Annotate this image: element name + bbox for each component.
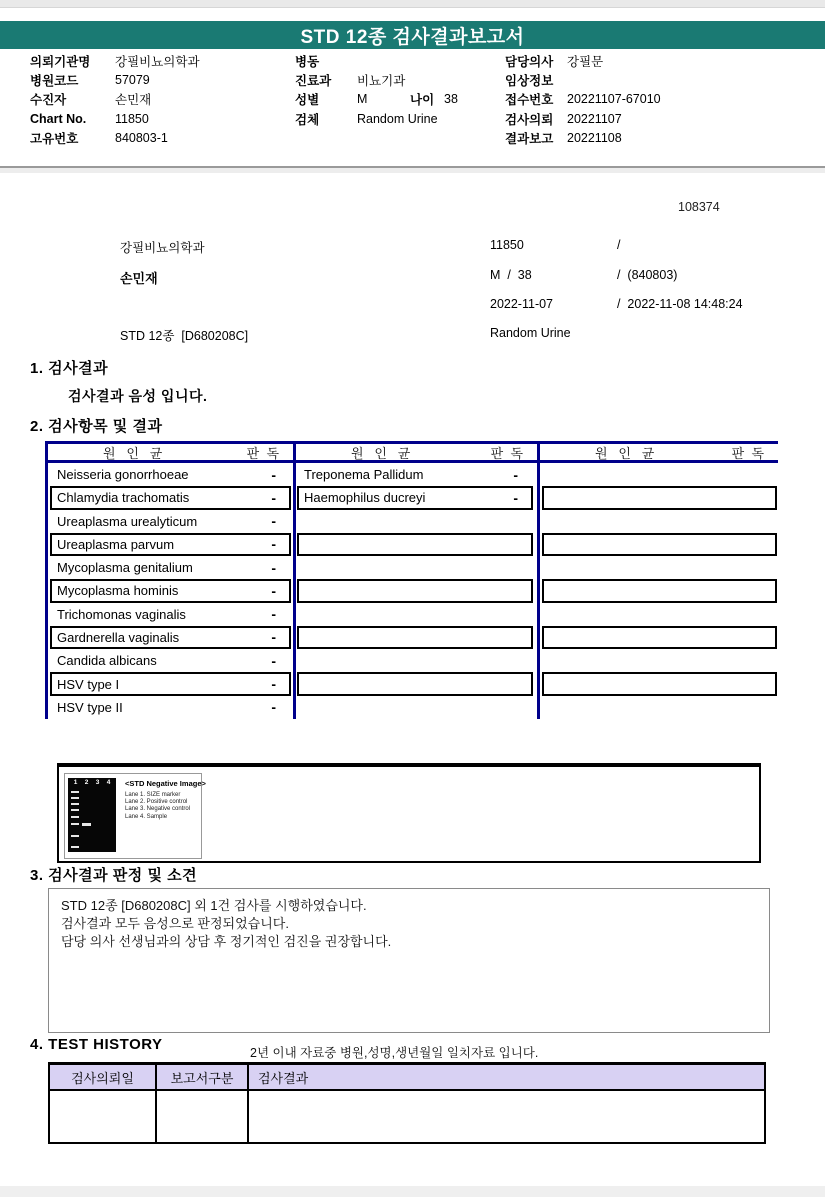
info-label: 고유번호	[30, 131, 79, 146]
organism-row	[542, 649, 777, 672]
organism-row	[542, 533, 777, 556]
organism-row	[297, 649, 533, 672]
info-row	[295, 51, 507, 70]
info-label: 성별	[295, 93, 320, 108]
info-label: 진료과	[295, 73, 332, 88]
info-label: Chart No.	[30, 111, 87, 126]
reading-result: -	[271, 513, 276, 530]
info-row	[30, 51, 295, 70]
patient-name: 손민재	[120, 271, 158, 286]
section4-heading: 4. TEST HISTORY	[30, 1036, 163, 1053]
info-column-left	[30, 51, 295, 147]
history-note: 2년 이내 자료중 병원,성명,생년월일 일치자료 입니다.	[250, 1046, 539, 1060]
info-row	[505, 51, 823, 70]
table-divider	[293, 441, 296, 719]
organism-row	[297, 556, 533, 579]
organism-column-1	[50, 463, 291, 719]
history-body-row	[50, 1091, 764, 1142]
reading-result: -	[271, 606, 276, 623]
organism-name: HSV type I	[57, 676, 120, 692]
request-date: 2022-11-07	[490, 297, 554, 311]
comment-box	[48, 888, 770, 1033]
info-row	[505, 109, 823, 128]
std-header-cell	[537, 444, 778, 460]
report-datetime: / 2022-11-08 14:48:24	[617, 297, 743, 311]
table-divider	[45, 441, 48, 719]
gel-lane-number: 1	[73, 779, 78, 786]
info-value: 강필비뇨의학과	[115, 54, 200, 69]
std-header-cell	[293, 444, 537, 460]
info-value: 20221107-67010	[567, 92, 661, 107]
info-label: 의뢰기관명	[30, 54, 91, 69]
organism-name: Haemophilus ducreyi	[304, 490, 426, 506]
info-value: 강필문	[567, 54, 604, 69]
comment-line: 담당 의사 선생님과의 상담 후 정기적인 검진을 권장합니다.	[61, 934, 392, 949]
reading-result: -	[271, 489, 276, 506]
organism-row	[542, 510, 777, 533]
info-row	[295, 90, 507, 109]
section1-heading: 1. 검사결과	[30, 360, 109, 377]
organism-row	[297, 579, 533, 602]
organism-column-header: 원 인 균	[351, 445, 411, 461]
organism-row	[50, 579, 291, 602]
organism-name: Chlamydia trachomatis	[57, 490, 190, 506]
info-row	[30, 90, 295, 109]
organism-column-header: 원 인 균	[103, 445, 163, 461]
organism-column-3	[542, 463, 777, 719]
info-row	[30, 128, 295, 147]
reading-result: -	[271, 536, 276, 553]
info-label: 병동	[295, 54, 320, 69]
organism-name: Treponema Pallidum	[304, 467, 424, 483]
info-sublabel: 나이	[410, 93, 435, 108]
organism-row	[50, 533, 291, 556]
page-title: STD 12종 검사결과보고서	[300, 26, 525, 48]
organism-row	[50, 603, 291, 626]
history-header-request-date: 검사의뢰일	[50, 1065, 157, 1089]
gel-legend-title: <STD Negative Image>	[125, 779, 206, 788]
gel-legend-line: Lane 4. Sample	[125, 813, 168, 820]
history-cell-report-type	[157, 1091, 249, 1142]
organism-row	[50, 510, 291, 533]
organism-row	[297, 486, 533, 509]
table-divider	[537, 441, 540, 719]
info-label: 검사의뢰	[505, 112, 554, 127]
info-row	[295, 70, 507, 89]
gel-band	[71, 835, 79, 837]
organism-row	[542, 463, 777, 486]
organism-row	[50, 672, 291, 695]
info-row	[505, 90, 823, 109]
organism-name: Mycoplasma hominis	[57, 583, 179, 599]
gel-legend	[125, 779, 206, 821]
reading-result: -	[271, 699, 276, 716]
info-row	[30, 109, 295, 128]
specimen-type: Random Urine	[490, 326, 571, 340]
comment-line: STD 12종 [D680208C] 외 1건 검사를 시행하였습니다.	[61, 898, 367, 913]
info-label: 병원코드	[30, 73, 79, 88]
info-value: 20221108	[567, 130, 622, 145]
organism-row	[297, 696, 533, 719]
report-title-bar	[0, 21, 825, 49]
top-gray-bar	[0, 0, 825, 8]
history-header-report-type: 보고서구분	[157, 1065, 249, 1089]
organism-row	[297, 463, 533, 486]
info-value: M	[357, 92, 368, 107]
reading-column-header: 판 독	[731, 445, 764, 461]
test-history-table	[48, 1062, 766, 1144]
organism-name: Neisseria gonorrhoeae	[57, 467, 189, 483]
std-table-header	[45, 441, 778, 463]
info-row	[295, 109, 507, 128]
gel-legend-line: Lane 2. Positive control	[125, 799, 188, 806]
gel-legend-line: Lane 3. Negative control	[125, 806, 191, 813]
organism-name: Trichomonas vaginalis	[57, 606, 186, 622]
gel-band	[82, 823, 91, 826]
organism-name: Ureaplasma urealyticum	[57, 513, 198, 529]
patient-slash: /	[617, 238, 621, 252]
gel-band	[71, 846, 79, 848]
organism-name: Ureaplasma parvum	[57, 536, 175, 552]
info-value: 비뇨기과	[357, 73, 406, 88]
info-label: 결과보고	[505, 131, 554, 146]
organism-row	[50, 696, 291, 719]
info-label: 수진자	[30, 93, 67, 108]
organism-column-header: 원 인 균	[595, 445, 655, 461]
organism-row	[542, 603, 777, 626]
reading-column-header: 판 독	[246, 445, 279, 461]
history-header-row	[50, 1065, 764, 1091]
organism-row	[542, 626, 777, 649]
gel-legend-line: Lane 1. SIZE marker	[125, 792, 181, 798]
info-value: Random Urine	[357, 111, 438, 126]
organism-row	[542, 556, 777, 579]
reading-result: -	[271, 676, 276, 693]
info-value: 20221107	[567, 111, 622, 126]
organism-row	[50, 556, 291, 579]
document-number: 108374	[678, 200, 720, 214]
organism-row	[50, 463, 291, 486]
gel-lane-number: 3	[95, 779, 100, 786]
organism-row	[297, 510, 533, 533]
gel-band	[71, 823, 79, 825]
reading-result: -	[271, 466, 276, 483]
reading-result: -	[271, 582, 276, 599]
organism-row	[297, 626, 533, 649]
header-divider-band	[0, 168, 825, 173]
info-value: 840803-1	[115, 130, 168, 145]
history-header-result: 검사결과	[258, 1070, 309, 1086]
section2-heading: 2. 검사항목 및 결과	[30, 418, 163, 435]
gel-band	[71, 809, 79, 811]
gel-band	[71, 791, 79, 793]
gel-lane-number: 2	[84, 779, 89, 786]
patient-birth: / (840803)	[617, 268, 678, 282]
info-row	[30, 70, 295, 89]
info-label: 담당의사	[505, 54, 554, 69]
organism-row	[542, 696, 777, 719]
test-name: STD 12종 [D680208C]	[120, 329, 249, 343]
organism-row	[297, 533, 533, 556]
organism-row	[542, 486, 777, 509]
organism-name: HSV type II	[57, 699, 123, 715]
gel-band	[71, 816, 79, 818]
history-cell-result	[249, 1091, 764, 1142]
info-value: 57079	[115, 72, 150, 87]
std-header-cell	[45, 444, 293, 460]
organism-name: Gardnerella vaginalis	[57, 629, 180, 645]
organism-row	[542, 579, 777, 602]
gel-band	[71, 797, 79, 799]
info-column-middle	[295, 51, 507, 128]
gel-lane-numbers	[70, 779, 114, 786]
gel-lane-number: 4	[106, 779, 111, 786]
section1-result-text: 검사결과 음성 입니다.	[68, 388, 208, 404]
history-cell-request-date	[50, 1091, 157, 1142]
patient-sex-age: M / 38	[490, 268, 532, 282]
patient-chart-no: 11850	[490, 238, 524, 252]
info-row	[505, 70, 823, 89]
bottom-gray-bar	[0, 1186, 825, 1197]
patient-clinic: 강필비뇨의학과	[120, 241, 205, 255]
reading-column-header: 판 독	[490, 445, 523, 461]
organism-name: Candida albicans	[57, 653, 157, 669]
reading-result: -	[271, 629, 276, 646]
organism-name: Mycoplasma genitalium	[57, 560, 193, 576]
gel-band	[71, 803, 79, 805]
comment-line: 검사결과 모두 음성으로 판정되었습니다.	[61, 916, 289, 931]
reading-result: -	[513, 489, 518, 506]
gel-legend-lines	[125, 792, 197, 821]
info-subvalue: 38	[444, 92, 458, 107]
organism-row	[50, 649, 291, 672]
info-value: 11850	[115, 111, 149, 126]
gel-electrophoresis-image	[68, 778, 116, 852]
std-result-table	[45, 441, 778, 719]
info-value: 손민재	[115, 93, 152, 108]
organism-row	[542, 672, 777, 695]
organism-row	[297, 603, 533, 626]
reading-result: -	[271, 652, 276, 669]
reading-result: -	[513, 466, 518, 483]
gel-image-frame	[57, 763, 761, 863]
organism-column-2	[297, 463, 533, 719]
organism-row	[50, 626, 291, 649]
info-label: 임상정보	[505, 73, 554, 88]
info-label: 접수번호	[505, 93, 554, 108]
organism-row	[297, 672, 533, 695]
section3-heading: 3. 검사결과 판정 및 소견	[30, 867, 198, 884]
info-column-right	[505, 51, 823, 147]
organism-row	[50, 486, 291, 509]
gel-reference-panel	[64, 773, 206, 859]
info-row	[505, 128, 823, 147]
info-label: 검체	[295, 112, 320, 127]
reading-result: -	[271, 559, 276, 576]
